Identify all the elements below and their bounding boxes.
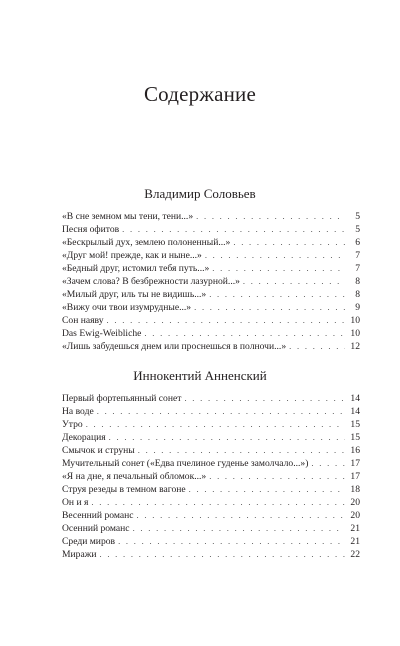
dot-leader bbox=[133, 522, 345, 535]
dot-leader bbox=[86, 418, 345, 431]
toc-entry-page: 12 bbox=[350, 341, 360, 352]
toc-entry[interactable] bbox=[62, 327, 360, 340]
toc-entry-page: 22 bbox=[350, 549, 360, 560]
toc-list-solovyov bbox=[62, 210, 360, 353]
toc-entry-page: 21 bbox=[350, 536, 360, 547]
toc-entry-title: Утро bbox=[62, 419, 83, 430]
toc-entry[interactable] bbox=[62, 288, 360, 301]
toc-entry-page: 10 bbox=[350, 315, 360, 326]
toc-entry-page: 7 bbox=[355, 263, 360, 274]
toc-entry-title: Мучительный сонет («Едва пчелиное гуденье замолчало...») bbox=[62, 458, 309, 469]
toc-entry[interactable] bbox=[62, 444, 360, 457]
toc-entry-page: 6 bbox=[355, 237, 360, 248]
dot-leader bbox=[311, 457, 345, 470]
toc-entry-page: 5 bbox=[355, 224, 360, 235]
dot-leader bbox=[138, 444, 345, 457]
toc-entry-page: 10 bbox=[350, 328, 360, 339]
toc-entry[interactable] bbox=[62, 275, 360, 288]
dot-leader bbox=[137, 509, 345, 522]
toc-entry-page: 5 bbox=[355, 211, 360, 222]
toc-entry[interactable] bbox=[62, 301, 360, 314]
section-author-solovyov: Владимир Соловьев bbox=[144, 186, 256, 201]
toc-entry-title: «Друг мой! прежде, как и ныне...» bbox=[62, 250, 202, 261]
toc-entry[interactable] bbox=[62, 223, 360, 236]
toc-entry-title: Сон наяву bbox=[62, 315, 104, 326]
toc-entry-title: «Милый друг, иль ты не видишь...» bbox=[62, 289, 207, 300]
dot-leader bbox=[118, 535, 345, 548]
toc-entry-title: «Лишь забудешься днем или проснешься в полночи...» bbox=[62, 341, 287, 352]
dot-leader bbox=[189, 483, 345, 496]
dot-leader bbox=[122, 223, 345, 236]
toc-entry[interactable] bbox=[62, 405, 360, 418]
toc-entry[interactable] bbox=[62, 431, 360, 444]
toc-entry-page: 7 bbox=[355, 250, 360, 261]
toc-entry-page: 8 bbox=[355, 276, 360, 287]
dot-leader bbox=[209, 470, 345, 483]
toc-entry-title: Смычок и струны bbox=[62, 445, 135, 456]
toc-entry[interactable] bbox=[62, 496, 360, 509]
toc-entry-title: Миражи bbox=[62, 549, 97, 560]
toc-entry-title: На воде bbox=[62, 406, 94, 417]
toc-entry[interactable] bbox=[62, 392, 360, 405]
toc-entry[interactable] bbox=[62, 483, 360, 496]
toc-entry-title: Das Ewig-Weibliche bbox=[62, 328, 142, 339]
toc-entry-title: Струя резеды в темном вагоне bbox=[62, 484, 186, 495]
toc-entry[interactable] bbox=[62, 236, 360, 249]
toc-entry-page: 20 bbox=[350, 510, 360, 521]
dot-leader bbox=[194, 301, 345, 314]
dot-leader bbox=[243, 275, 345, 288]
toc-entry-page: 14 bbox=[350, 406, 360, 417]
dot-leader bbox=[99, 548, 345, 561]
dot-leader bbox=[97, 405, 345, 418]
toc-entry-page: 8 bbox=[355, 289, 360, 300]
toc-entry-title: Осенний романс bbox=[62, 523, 130, 534]
toc-entry-page: 15 bbox=[350, 419, 360, 430]
toc-entry-page: 18 bbox=[350, 484, 360, 495]
dot-leader bbox=[91, 496, 345, 509]
toc-entry-page: 17 bbox=[350, 458, 360, 469]
dot-leader bbox=[107, 314, 345, 327]
toc-entry-title: Весенний романс bbox=[62, 510, 134, 521]
toc-entry-title: «Зачем слова? В безбрежности лазурной...» bbox=[62, 276, 240, 287]
toc-entry-title: Первый фортепьянный сонет bbox=[62, 393, 182, 404]
toc-entry-title: Песня офитов bbox=[62, 224, 120, 235]
dot-leader bbox=[109, 431, 345, 444]
toc-entry[interactable] bbox=[62, 509, 360, 522]
dot-leader bbox=[233, 236, 345, 249]
toc-entry-page: 20 bbox=[350, 497, 360, 508]
toc-entry-title: «Вижу очи твои изумрудные...» bbox=[62, 302, 192, 313]
dot-leader bbox=[144, 327, 345, 340]
toc-entry-page: 14 bbox=[350, 393, 360, 404]
dot-leader bbox=[184, 392, 345, 405]
toc-entry[interactable] bbox=[62, 470, 360, 483]
toc-entry-page: 17 bbox=[350, 471, 360, 482]
toc-entry[interactable] bbox=[62, 457, 360, 470]
toc-entry[interactable] bbox=[62, 314, 360, 327]
toc-entry-page: 15 bbox=[350, 432, 360, 443]
toc-entry-page: 21 bbox=[350, 523, 360, 534]
toc-entry-page: 16 bbox=[350, 445, 360, 456]
toc-entry[interactable] bbox=[62, 340, 360, 353]
page-title: Содержание bbox=[143, 82, 257, 106]
toc-entry-title: «Бескрылый дух, землею полоненный...» bbox=[62, 237, 231, 248]
toc-entry[interactable] bbox=[62, 249, 360, 262]
toc-entry-title: «В сне земном мы тени, тени...» bbox=[62, 211, 194, 222]
toc-entry-title: Он и я bbox=[62, 497, 89, 508]
toc-entry[interactable] bbox=[62, 548, 360, 561]
toc-entry-page: 9 bbox=[355, 302, 360, 313]
dot-leader bbox=[205, 249, 345, 262]
dot-leader bbox=[289, 340, 345, 353]
toc-list-annensky bbox=[62, 392, 360, 561]
toc-entry[interactable] bbox=[62, 262, 360, 275]
toc-entry-title: «Бедный друг, истомил тебя путь...» bbox=[62, 263, 210, 274]
toc-entry-title: «Я на дне, я печальный обломок...» bbox=[62, 471, 207, 482]
toc-entry[interactable] bbox=[62, 535, 360, 548]
dot-leader bbox=[209, 288, 345, 301]
toc-entry[interactable] bbox=[62, 418, 360, 431]
dot-leader bbox=[196, 210, 345, 223]
toc-entry[interactable] bbox=[62, 210, 360, 223]
dot-leader bbox=[212, 262, 345, 275]
section-author-annensky: Иннокентий Анненский bbox=[133, 368, 267, 383]
toc-entry[interactable] bbox=[62, 522, 360, 535]
toc-entry-title: Декорация bbox=[62, 432, 106, 443]
toc-entry-title: Среди миров bbox=[62, 536, 116, 547]
